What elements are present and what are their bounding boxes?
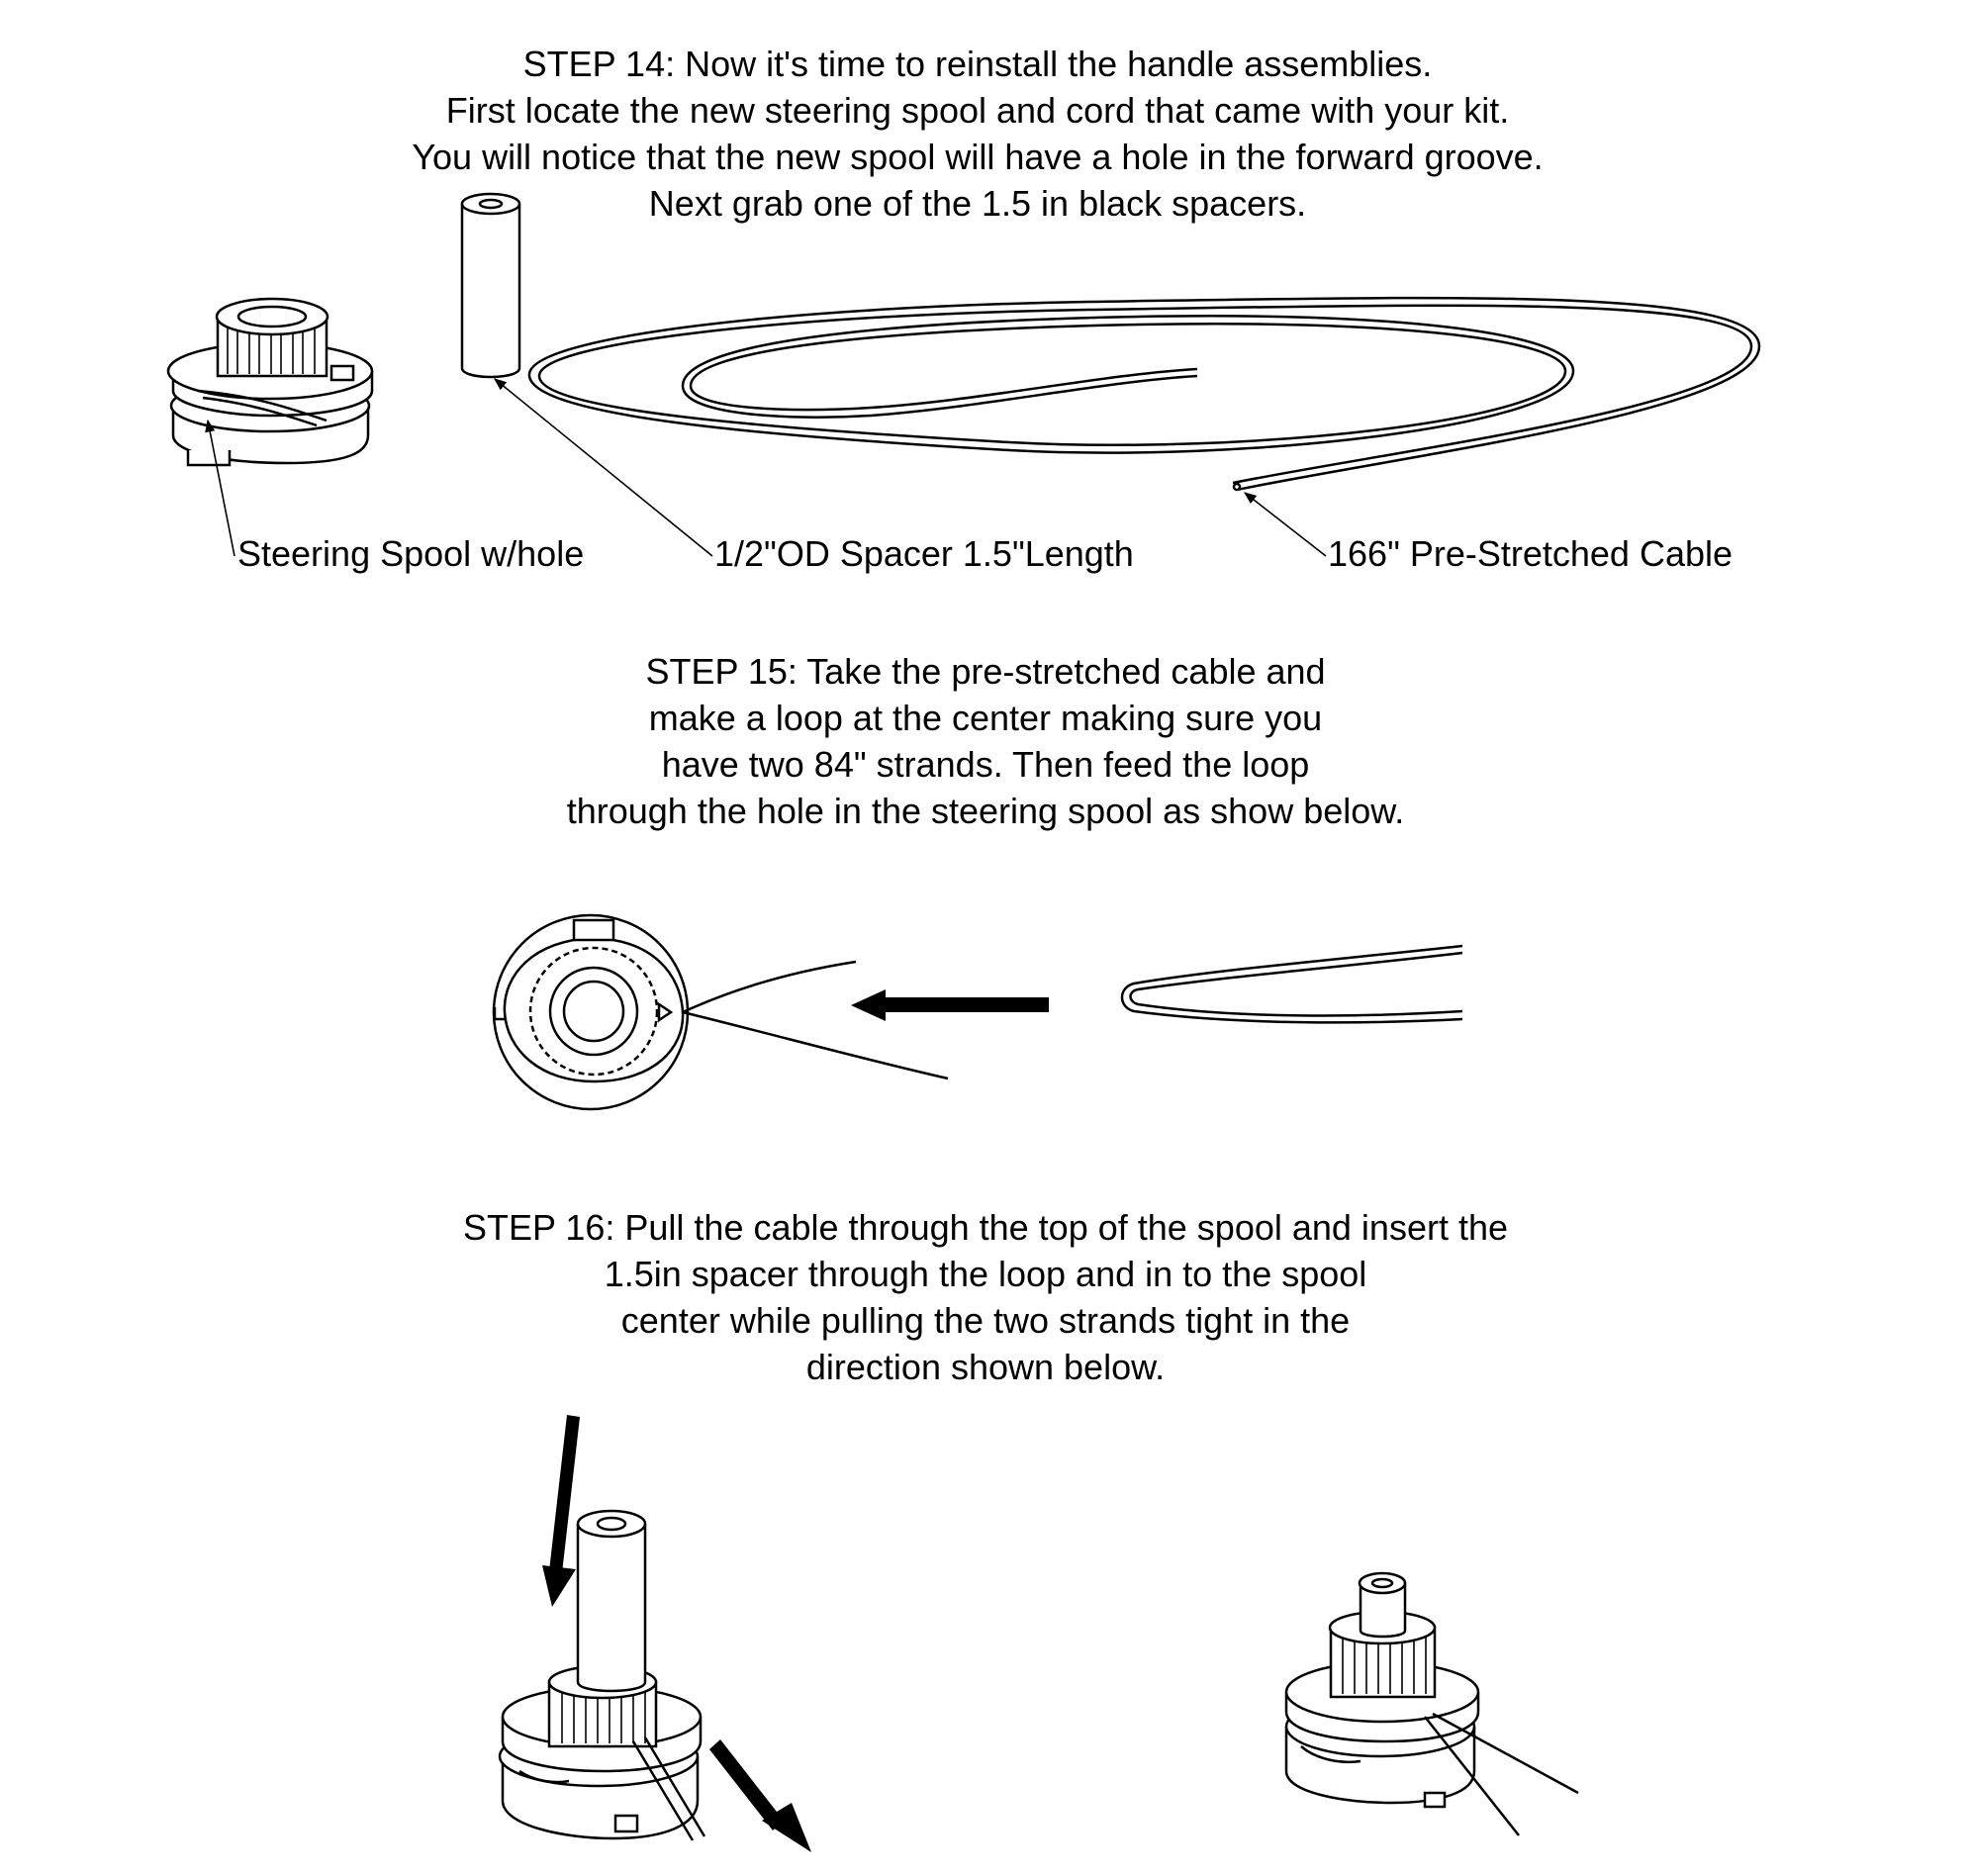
feed-direction-arrow-icon — [851, 989, 1049, 1021]
step-15-line-4: through the hole in the steering spool as show below. — [566, 791, 1405, 831]
cable-loop-icon — [1122, 946, 1462, 1022]
step-16-line-1: STEP 16: Pull the cable through the top of the spool and insert the — [462, 1207, 1509, 1248]
step-14-line-2: First locate the new steering spool and cord that came with your kit. — [445, 90, 1510, 131]
insert-direction-arrow-icon — [542, 1415, 580, 1607]
pull-direction-arrow-icon — [709, 1739, 811, 1852]
steering-spool-label: Steering Spool w/hole — [237, 533, 585, 574]
step-15-line-3: have two 84" strands. Then feed the loop — [661, 744, 1310, 785]
step-16-line-4: direction shown below. — [805, 1347, 1166, 1387]
leader-lines — [208, 379, 1326, 556]
step-16-instructions — [0, 1204, 1971, 1390]
assembled-spool-icon — [1286, 1573, 1578, 1835]
step-15-line-2: make a loop at the center making sure you — [648, 698, 1323, 738]
step-14-line-3: You will notice that the new spool will have a hole in the forward groove. — [412, 137, 1544, 177]
step-15-line-1: STEP 15: Take the pre-stretched cable and — [645, 651, 1326, 692]
step-16-line-2: 1.5in spacer through the loop and in to the spool — [604, 1254, 1367, 1294]
cable-coil-icon — [529, 298, 1759, 490]
step-14-line-4: Next grab one of the 1.5 in black spacers. — [648, 183, 1307, 224]
spacer-label: 1/2"OD Spacer 1.5"Length — [714, 533, 1134, 574]
steering-spool-icon — [168, 299, 372, 465]
step-16-line-3: center while pulling the two strands tight in the — [620, 1300, 1351, 1341]
step-14-instructions — [0, 41, 1971, 227]
step-14-line-1: STEP 14: Now it's time to reinstall the handle assemblies. — [522, 44, 1433, 84]
cable-label: 166" Pre-Stretched Cable — [1328, 533, 1734, 574]
step-15-instructions — [0, 648, 1971, 834]
spool-with-spacer-icon — [500, 1511, 704, 1840]
